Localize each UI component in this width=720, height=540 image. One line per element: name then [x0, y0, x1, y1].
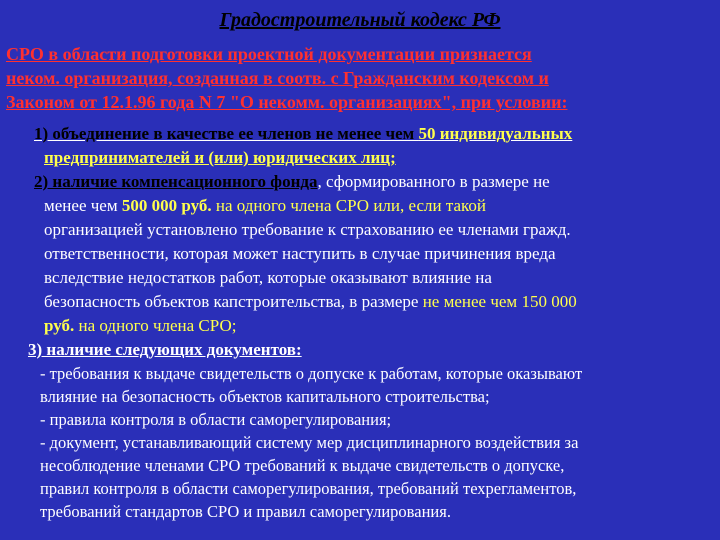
- condition-2-text: на одного члена СРО;: [74, 316, 237, 335]
- condition-1-line: предпринимателей и (или) юридических лиц;: [44, 148, 396, 167]
- condition-1-line: [0, 122, 720, 146]
- condition-2-amount: руб.: [44, 316, 75, 335]
- document-list-item: требований стандартов СРО и правил саморегулирования.: [40, 502, 451, 521]
- lead-line: Законом от 12.1.96 года N 7 "О некомм. организациях", при условии:: [6, 92, 568, 112]
- condition-2-amount: не менее чем 150 000: [422, 292, 577, 311]
- condition-2-line: ответственности, которая может наступить в случае причинения вреда: [44, 244, 556, 263]
- page-title: Градостроительный кодекс РФ: [219, 9, 501, 31]
- document-list-item: влияние на безопасность объектов капитального строительства;: [40, 387, 490, 406]
- condition-2-line: [0, 314, 720, 338]
- condition-2-text: менее чем: [44, 196, 122, 215]
- document-list-item: - документ, устанавливающий систему мер дисциплинарного воздействия за: [40, 433, 579, 452]
- condition-1-text: 1) объединение в качестве ее членов не менее чем: [34, 124, 419, 143]
- condition-2-text: безопасность объектов капстроительства, в размере: [44, 292, 423, 311]
- document-list-item: несоблюдение членами СРО требований к выдаче свидетельств о допуске,: [40, 456, 565, 475]
- document-list-item: правил контроля в области саморегулирования, требований техрегламентов,: [40, 479, 577, 498]
- condition-2-line: [0, 194, 720, 218]
- document-list-item: - правила контроля в области саморегулирования;: [40, 410, 392, 429]
- conditions-list: [0, 122, 720, 523]
- condition-2-line: организацией установлено требование к страхованию ее членами гражд.: [44, 220, 571, 239]
- document-list-item: - требования к выдаче свидетельств о допуске к работам, которые оказывают: [40, 364, 583, 383]
- condition-2-line: [0, 170, 720, 194]
- lead-paragraph: [6, 42, 712, 114]
- condition-2-text: на одного члена СРО или, если такой: [211, 196, 487, 215]
- condition-3-head: 3) наличие следующих документов:: [28, 340, 302, 359]
- lead-line: неком. организация, созданная в соотв. с Гражданским кодексом и: [6, 68, 549, 88]
- condition-2-line: вследствие недостатков работ, которые оказывают влияние на: [44, 268, 492, 287]
- condition-1-count: 50 индивидуальных: [418, 124, 573, 143]
- condition-2-text: , сформированного в размере не: [317, 172, 550, 191]
- condition-2-line: [0, 290, 720, 314]
- condition-2-amount: 500 000 руб.: [121, 196, 212, 215]
- condition-2-head: 2) наличие компенсационного фонда: [34, 172, 318, 191]
- lead-line: СРО в области подготовки проектной документации признается: [6, 44, 532, 64]
